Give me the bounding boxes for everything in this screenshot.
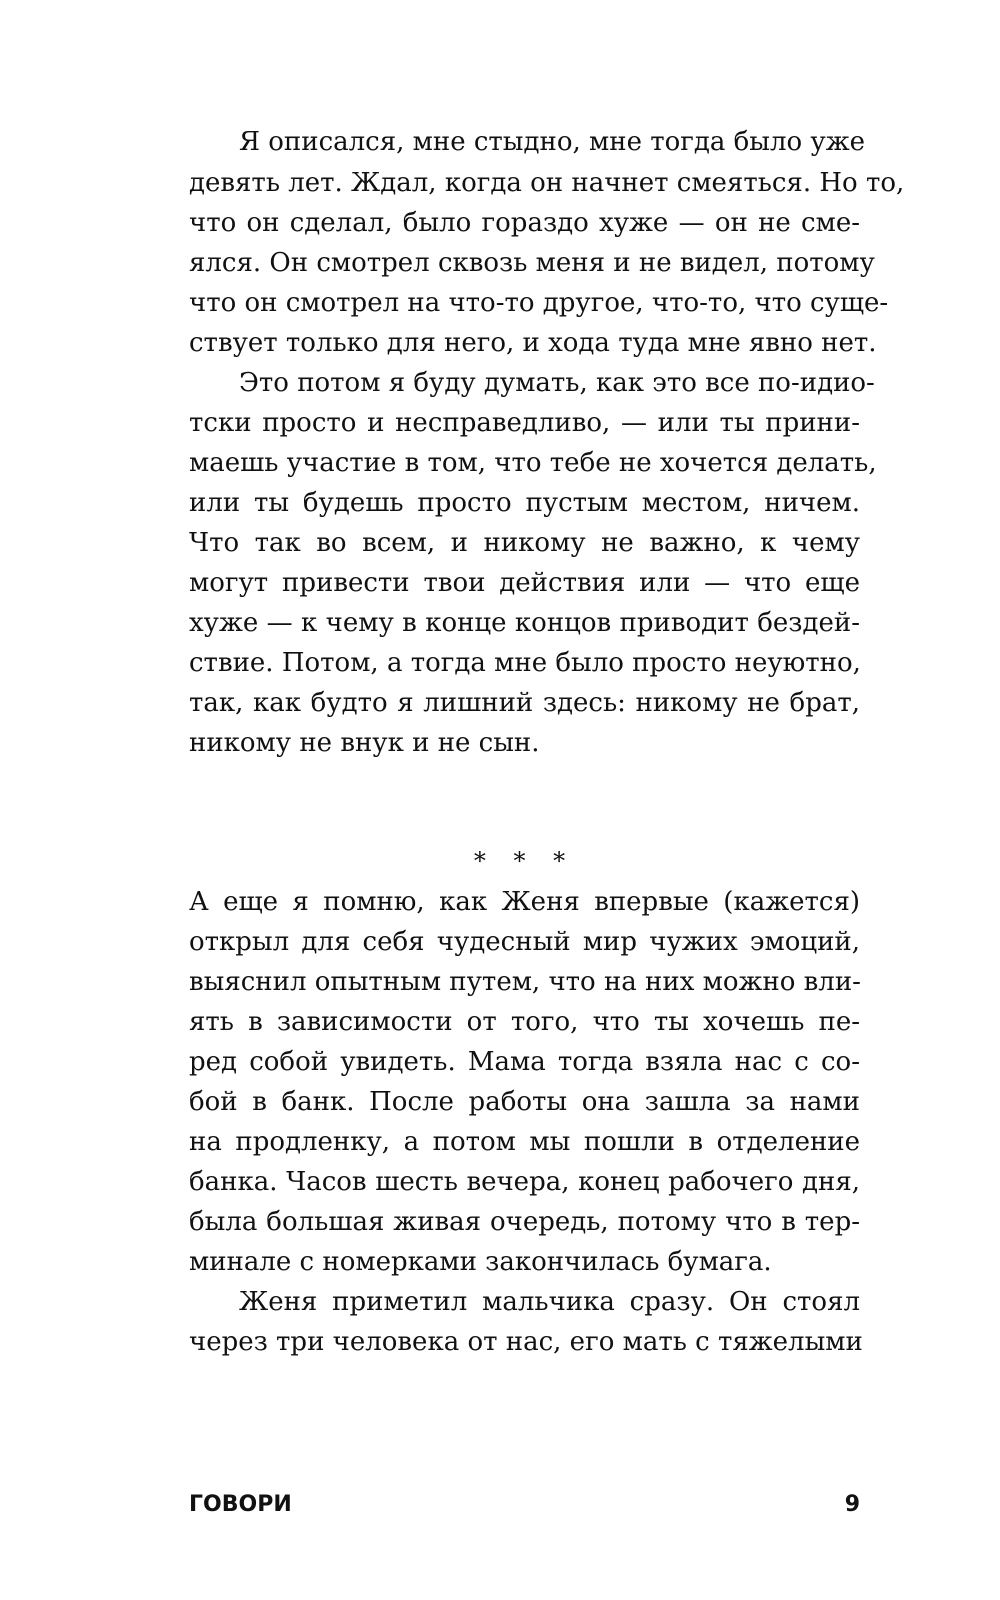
text-line: Что так во всем, и никому не важно, к чему (189, 528, 860, 558)
text-line: девять лет. Ждал, когда он начнет смеяться. Но то, (189, 168, 905, 198)
text-line: ялся. Он смотрел сквозь меня и не видел, потому (189, 248, 875, 278)
text-line: минале с номерками закончилась бумага. (189, 1247, 772, 1277)
text-line: выяснил опытным путем, что на них можно вли- (189, 967, 861, 997)
text-line: никому не внук и не сын. (189, 728, 540, 758)
text-line: тски просто и несправедливо, — или ты прини- (189, 408, 860, 438)
text-line: или ты будешь просто пустым местом, ничем. (189, 488, 860, 518)
text-line: банка. Часов шесть вечера, конец рабочего дня, (189, 1167, 860, 1197)
text-line: ствие. Потом, а тогда мне было просто неуютно, (189, 648, 861, 678)
text-line: что он сделал, было гораздо хуже — он не сме- (189, 208, 860, 238)
text-line: что он смотрел на что-то другое, что-то, что суще- (189, 288, 889, 318)
text-line: бой в банк. После работы она зашла за нами (189, 1087, 860, 1117)
section-separator: * * * (473, 847, 576, 875)
text-line: ять в зависимости от того, что ты хочешь пе- (189, 1007, 860, 1037)
running-footer-title: ГОВОРИ (189, 1492, 292, 1517)
text-line: на продленку, а потом мы пошли в отделение (189, 1127, 860, 1157)
text-line: так, как будто я лишний здесь: никому не брат, (189, 688, 860, 718)
page-number: 9 (844, 1492, 860, 1517)
text-line: А еще я помню, как Женя впервые (кажется) (189, 887, 860, 917)
text-line: была большая живая очередь, потому что в тер- (189, 1207, 860, 1237)
text-line: Женя приметил мальчика сразу. Он стоял (239, 1287, 860, 1317)
text-line: ствует только для него, и хода туда мне явно нет. (189, 328, 877, 358)
text-line: могут привести твои действия или — что еще (189, 568, 860, 598)
text-line: Я описался, мне стыдно, мне тогда было уже (239, 127, 866, 157)
text-line: через три человека от нас, его мать с тяжелыми (189, 1327, 863, 1357)
text-line: открыл для себя чудесный мир чужих эмоций, (189, 927, 860, 957)
text-line: Это потом я буду думать, как это все по-идио- (239, 368, 875, 398)
text-line: хуже — к чему в конце концов приводит бездей- (189, 608, 860, 638)
text-line: маешь участие в том, что тебе не хочется делать, (189, 448, 877, 478)
text-line: ред собой увидеть. Мама тогда взяла нас с со- (189, 1047, 860, 1077)
